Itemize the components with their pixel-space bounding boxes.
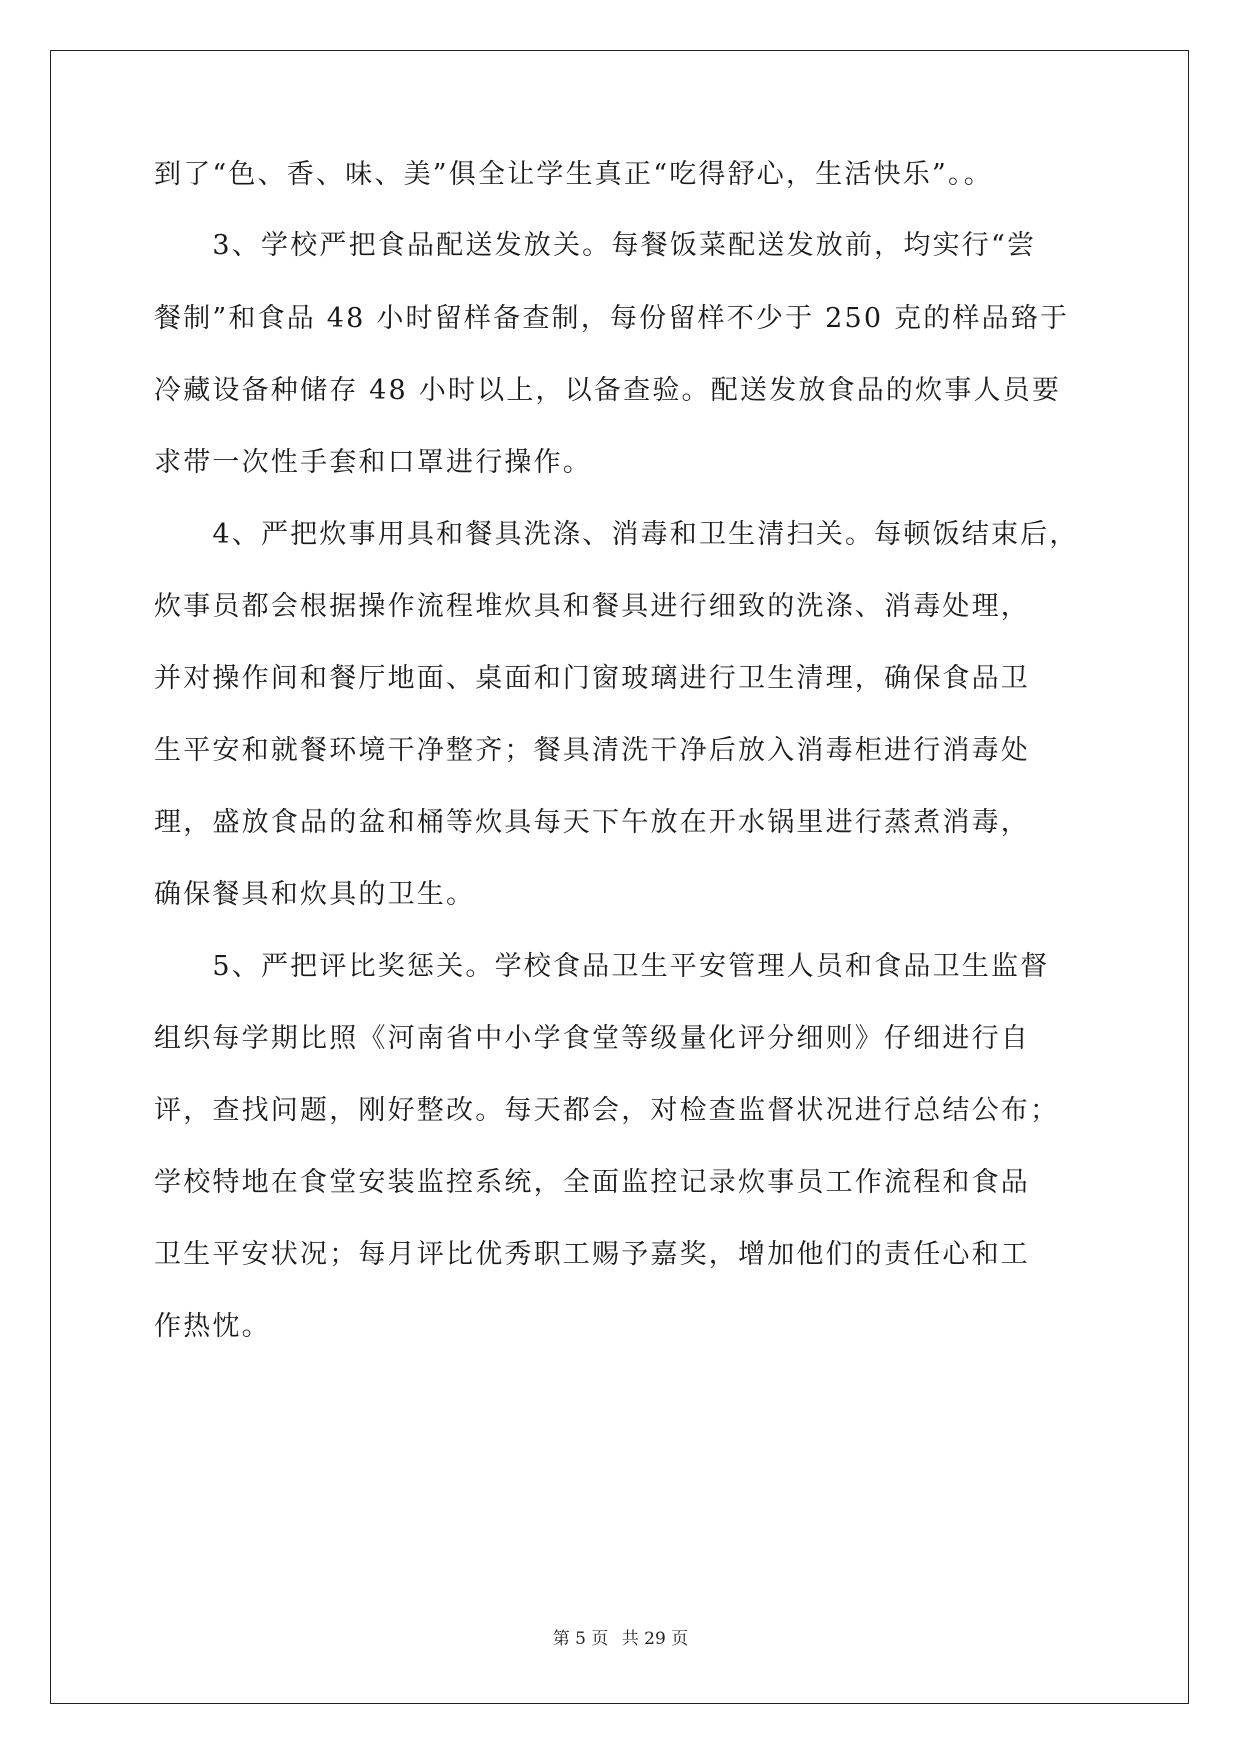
text-line: 4、严把炊事用具和餐具洗涤、消毒和卫生清扫关。每顿饭结束后， <box>154 519 1079 550</box>
text-line: 学校特地在食堂安装监控系统，全面监控记录炊事员工作流程和食品 <box>154 1167 1030 1198</box>
text-line: 作热忱。 <box>154 1311 271 1342</box>
text-line: 组织每学期比照《河南省中小学食堂等级量化评分细则》仔细进行自 <box>154 1023 1030 1054</box>
page-total: 共 29 页 <box>621 1629 689 1649</box>
text-line: 3、学校严把食品配送发放关。每餐饭菜配送发放前，均实行“尝 <box>154 230 1037 261</box>
page-number: 第 5 页 <box>552 1629 609 1649</box>
text-line: 确保餐具和炊具的卫生。 <box>154 879 476 910</box>
text-line: 卫生平安状况；每月评比优秀职工赐予嘉奖，增加他们的责任心和工 <box>154 1239 1030 1270</box>
text-line: 并对操作间和餐厅地面、桌面和门窗玻璃进行卫生清理，确保食品卫 <box>154 663 1030 694</box>
text-line: 到了“色、香、味、美”俱全让学生真正“吃得舒心，生活快乐”。。 <box>154 159 993 190</box>
page-border <box>50 50 1189 1704</box>
text-line: 求带一次性手套和口罩进行操作。 <box>154 447 592 478</box>
text-line: 理，盛放食品的盆和桶等炊具每天下午放在开水锅里进行蒸煮消毒， <box>154 807 1030 838</box>
text-line: 冷藏设备种储存 48 小时以上，以备查验。配送发放食品的炊事人员要 <box>154 375 1062 406</box>
text-line: 5、严把评比奖惩关。学校食品卫生平安管理人员和食品卫生监督 <box>154 951 1050 982</box>
text-line: 餐制”和食品 48 小时留样备查制，每份留样不少于 250 克的样品臵于 <box>154 303 1070 334</box>
text-line: 生平安和就餐环境干净整齐；餐具清洗干净后放入消毒柜进行消毒处 <box>154 735 1030 766</box>
text-line: 评，查找问题，刚好整改。每天都会，对检查监督状况进行总结公布； <box>154 1095 1060 1126</box>
page-footer <box>0 1624 1241 1649</box>
text-line: 炊事员都会根据操作流程堆炊具和餐具进行细致的洗涤、消毒处理， <box>154 591 1030 622</box>
